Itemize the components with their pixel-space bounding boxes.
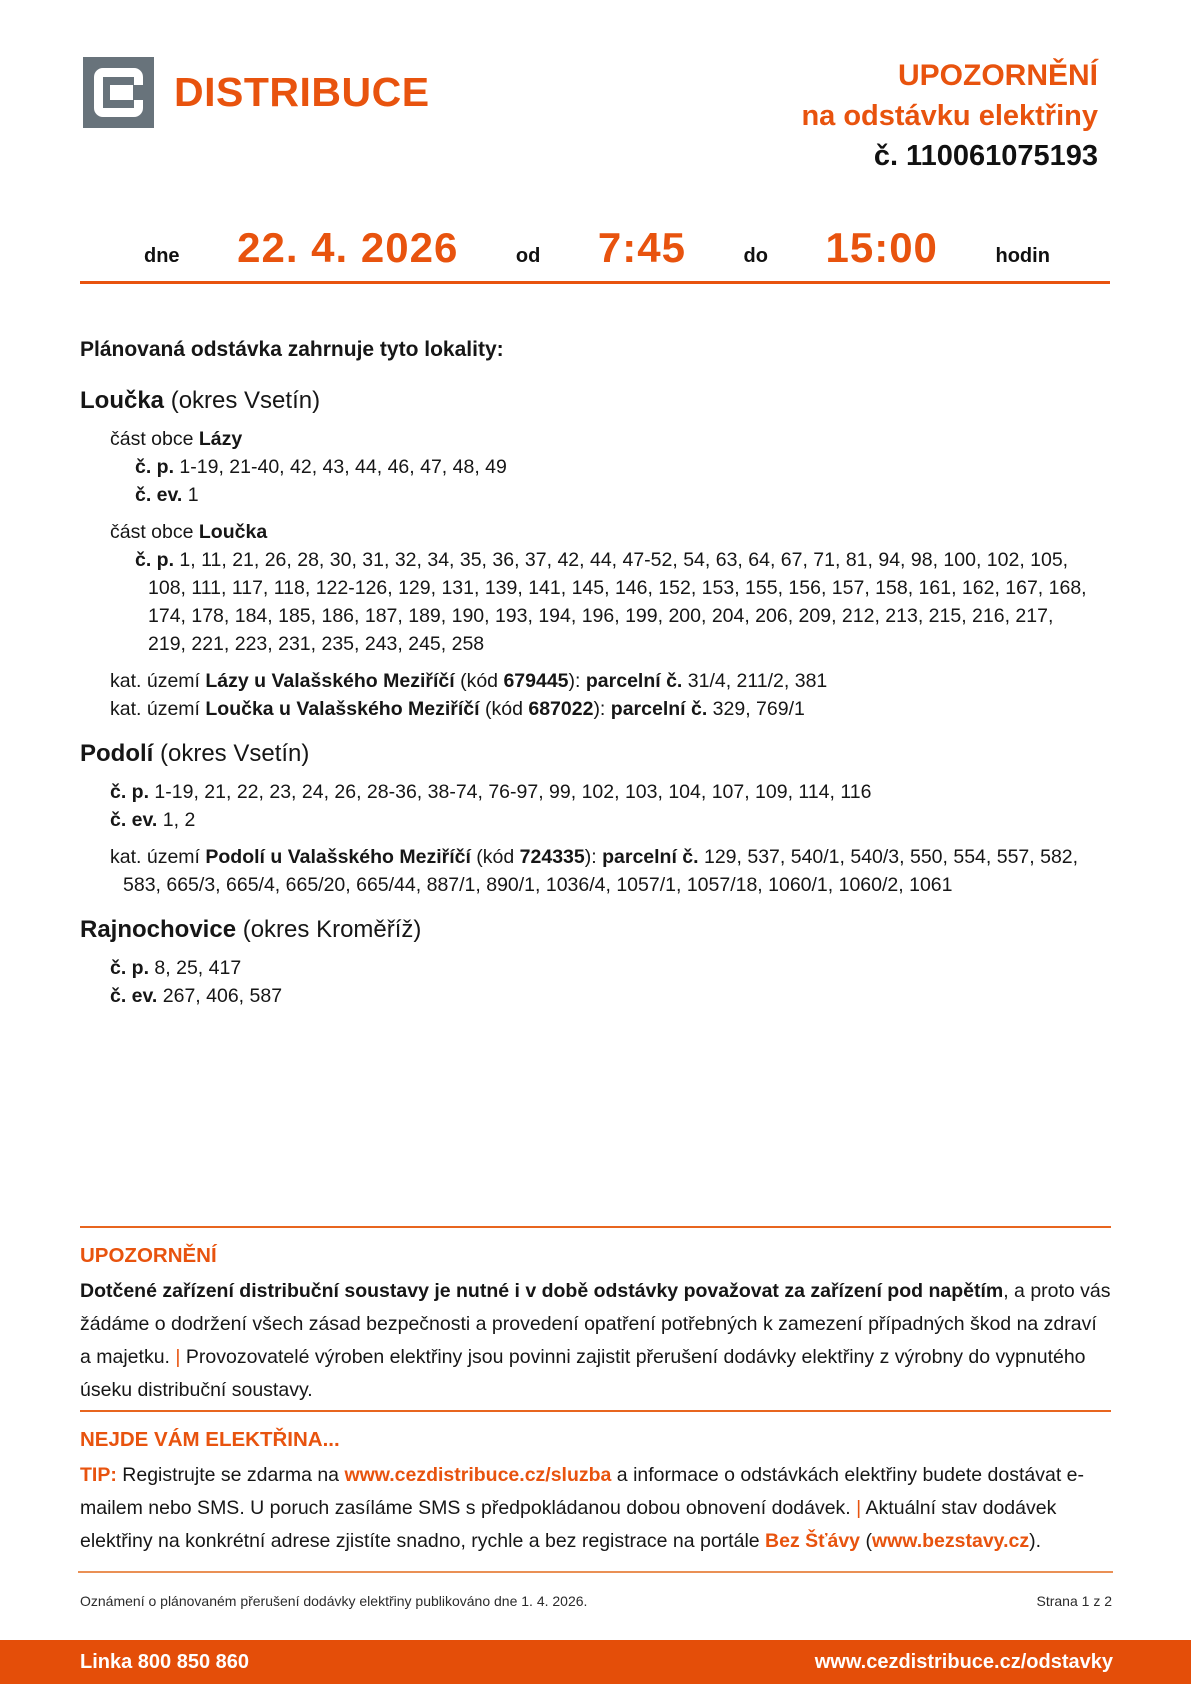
schedule-row bbox=[80, 224, 1110, 284]
kat-uzemi-line-podoli: kat. území Podolí u Valašského Meziříčí (kód 724335): parcelní č. 129, 537, 540/1, 540/3, 550, 554, 557, 582, 583, 665/3, 665/4, 665/20, 665/44, 887/1, 890/1, 1036/4, 1057/1, 1057/18, 1060/1, 1060/2, 1061 bbox=[110, 846, 1079, 896]
od-label: od bbox=[515, 245, 541, 267]
dne-label: dne bbox=[144, 245, 180, 267]
part-obce-loucka-line: část obce Loučka bbox=[110, 521, 268, 543]
cev-line-lazy: č. ev. 1 bbox=[135, 484, 199, 506]
link-bezstavy[interactable]: www.bezstavy.cz bbox=[871, 1530, 1030, 1552]
tip-label: TIP: bbox=[80, 1464, 117, 1486]
cez-logo-icon bbox=[83, 57, 154, 128]
cp-line-podoli: č. p. 1-19, 21, 22, 23, 24, 26, 28-36, 38-74, 76-97, 99, 102, 103, 104, 107, 109, 114, 116 bbox=[110, 781, 872, 803]
end-time: 15:00 bbox=[825, 224, 938, 271]
cp-line-loucka: č. p. 1, 11, 21, 26, 28, 30, 31, 32, 34, 35, 36, 37, 42, 44, 47-52, 54, 63, 64, 67, 71, 81, 94, 98, 100, 102, 105, 108, 111, 117, 118, 122-126, 129, 131, 139, 141, 145, 146, 152, 153, 155, 156, 157, 158, 161, 162, 167, 168, 174, 178, 184, 185, 186, 187, 189, 190, 193, 194, 196, 199, 200, 204, 206, 209, 212, 213, 215, 216, 217, 219, 221, 223, 231, 235, 243, 245, 258 bbox=[135, 549, 1087, 655]
footer-bar bbox=[0, 1640, 1191, 1684]
do-label: do bbox=[743, 245, 768, 267]
separator-bar: | bbox=[856, 1497, 862, 1519]
locality-rajnochovice-heading: Rajnochovice (okres Kroměříž) bbox=[80, 916, 422, 943]
cev-line-rajnochovice: č. ev. 267, 406, 587 bbox=[110, 985, 283, 1007]
bezstavy-brand: Bez Šťávy bbox=[765, 1530, 861, 1552]
separator-bar: | bbox=[175, 1346, 181, 1368]
tip-heading: NEJDE VÁM ELEKTŘINA... bbox=[80, 1428, 340, 1451]
warning-text: Dotčené zařízení distribuční soustavy je nutné i v době odstávky považovat za zařízení pod napětím, a proto vás žádáme o dodržení všech zásad bezpečnosti a provedení opatření potřebných k zamezení případných škod na zdraví a majetku. | Provozovatelé výroben elektřiny jsou povinni zajistit přerušení dodávky elektřiny z výrobny do vypnutého úseku distribuční soustavy. bbox=[80, 1280, 1111, 1401]
notice-title-block bbox=[801, 56, 1098, 176]
kat-uzemi-line-lazy: kat. území Lázy u Valašského Meziříčí (kód 679445): parcelní č. 31/4, 211/2, 381 bbox=[110, 670, 828, 692]
notice-title-line1: UPOZORNĚNÍ bbox=[897, 59, 1098, 92]
publication-note: Oznámení o plánovaném přerušení dodávky elektřiny publikováno dne 1. 4. 2026. bbox=[80, 1593, 588, 1609]
footnote-row bbox=[80, 1593, 1112, 1609]
footer-web-link[interactable]: www.cezdistribuce.cz/odstavky bbox=[814, 1650, 1113, 1673]
brand-name: DISTRIBUCE bbox=[174, 69, 430, 115]
outage-date: 22. 4. 2026 bbox=[237, 224, 459, 271]
start-time: 7:45 bbox=[597, 224, 686, 271]
tip-text: TIP: Registrujte se zdarma na www.cezdistribuce.cz/sluzba a informace o odstávkách elektřiny budete dostávat e-mailem nebo SMS. U poruch zasíláme SMS s předpokládanou dobou obnovení dodávek. | Aktuální stav dodávek elektřiny na konkrétní adrese zjistíte snadno, rychle a bez registrace na portále Bez Šťávy (www.bezstavy.cz). bbox=[80, 1464, 1084, 1552]
brand bbox=[83, 57, 430, 128]
cev-line-podoli: č. ev. 1, 2 bbox=[110, 809, 196, 831]
footer-phone: Linka 800 850 860 bbox=[80, 1650, 250, 1673]
warning-heading: UPOZORNĚNÍ bbox=[80, 1244, 217, 1267]
page-title: Plánovaná odstávka zahrnuje tyto lokality: bbox=[80, 338, 504, 361]
warning-section bbox=[80, 1226, 1111, 1407]
link-cezdistribuce-sluzba[interactable]: www.cezdistribuce.cz/sluzba bbox=[344, 1464, 612, 1486]
footer-divider bbox=[78, 1571, 1113, 1573]
tip-section bbox=[80, 1410, 1111, 1558]
part-obce-lazy-line: část obce Lázy bbox=[110, 428, 243, 450]
cp-line-rajnochovice: č. p. 8, 25, 417 bbox=[110, 957, 242, 979]
hodin-label: hodin bbox=[995, 245, 1050, 267]
locality-podoli-heading: Podolí (okres Vsetín) bbox=[80, 740, 310, 767]
locality-loucka-heading: Loučka (okres Vsetín) bbox=[80, 387, 321, 414]
cp-line-lazy: č. p. 1-19, 21-40, 42, 43, 44, 46, 47, 48, 49 bbox=[135, 456, 507, 478]
page-number: Strana 1 z 2 bbox=[1036, 1593, 1112, 1609]
localities-content bbox=[80, 336, 1094, 1010]
kat-uzemi-line-loucka: kat. území Loučka u Valašského Meziříčí (kód 687022): parcelní č. 329, 769/1 bbox=[110, 698, 805, 720]
notice-number: č. 110061075193 bbox=[873, 140, 1098, 172]
notice-title-line2: na odstávku elektřiny bbox=[801, 100, 1098, 132]
